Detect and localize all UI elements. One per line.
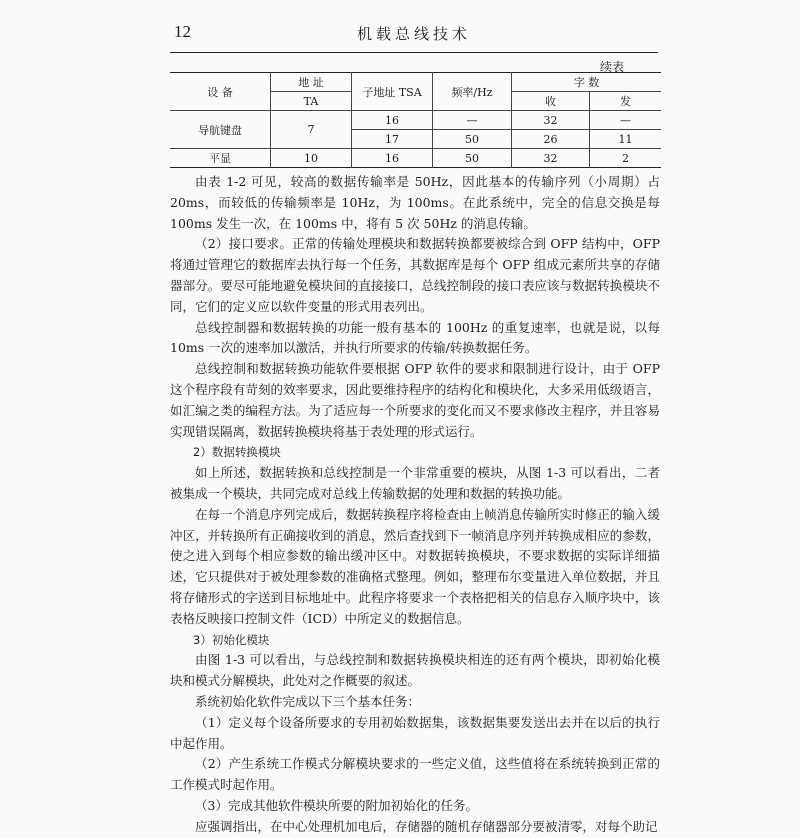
cell-freq: 50 bbox=[433, 149, 512, 168]
cell-ta: 7 bbox=[271, 111, 352, 149]
cell-tsa: 17 bbox=[352, 130, 433, 149]
header-word-count: 字 数 bbox=[512, 73, 662, 92]
cell-ta: 10 bbox=[271, 149, 352, 168]
paragraph: 如上所述，数据转换和总线控制是一个非常重要的模块，从图 1-3 可以看出，二者被集成一个模块，共同完成对总线上传输数据的处理和数据的转换功能。 bbox=[170, 465, 660, 501]
header-frequency: 频率/Hz bbox=[433, 73, 512, 111]
cell-tsa: 16 bbox=[352, 111, 433, 130]
header-subaddress: 子地址 TSA bbox=[352, 73, 433, 111]
header-address: 地 址 bbox=[271, 73, 352, 92]
paragraph: （2）产生系统工作模式分解模块要求的一些定义值，这些值将在系统转换到正常的工作模式时起作用。 bbox=[170, 756, 660, 793]
page-header bbox=[170, 16, 658, 53]
cell-recv: 32 bbox=[512, 149, 590, 168]
paragraph: （3）完成其他软件模块所要的附加初始化的任务。 bbox=[195, 797, 478, 813]
table-header-row bbox=[170, 73, 661, 92]
cell-freq: 50 bbox=[433, 130, 512, 149]
paragraph: 系统初始化软件完成以下三个基本任务： bbox=[195, 693, 421, 709]
cell-send: 11 bbox=[590, 130, 662, 149]
header-ta: TA bbox=[271, 92, 352, 111]
paragraph: 总线控制和数据转换功能软件要根据 OFP 软件的要求和限制进行设计，由于 OFP 这个程序段有苛刻的效率要求，因此要维持程序的结构化和模块化，大多采用低级语言，如汇编之类的编程方法。为了适应每一个所要求的变化而又不要求修改主程序，并且容易实现错误隔离，数据转换模块将基于表处理的形式运行。 bbox=[170, 361, 660, 439]
table-row bbox=[170, 149, 661, 168]
paragraph: （1）定义每个设备所要求的专用初始数据集，该数据集要发送出去并在以后的执行中起作用。 bbox=[170, 714, 660, 751]
table-continued-label: 续表 bbox=[600, 60, 625, 74]
cell-send: — bbox=[590, 111, 662, 130]
cell-tsa: 16 bbox=[352, 149, 433, 168]
page-number: 12 bbox=[174, 22, 191, 41]
paragraph: 由表 1-2 可见，较高的数据传输率是 50Hz，因此基本的传输序列（小周期）占 20ms，而较低的传输频率是 10Hz，为 100ms。在此系统中，完全的信息交换是每 100ms 发生一次，在 100ms 中，将有 5 次 50Hz 的消息传输。 bbox=[170, 174, 660, 231]
paragraph: 由图 1-3 可以看出，与总线控制和数据转换模块相连的还有两个模块，即初始化模块和模式分解模块，此处对之作概要的叙述。 bbox=[170, 652, 660, 689]
table-row bbox=[170, 111, 661, 130]
paragraph: 在每一个消息序列完成后，数据转换程序将检查由上帧消息传输所实时修正的输入缓冲区，并转换所有正确接收到的消息，然后查找到下一帧消息序列并转换成相应的参数，使之进入到每个相应参数的输出缓冲区中。对数据转换模块，不要求数据的实际详细描述，它只提供对于被处理参数的准确格式整理。例如，整理布尔变量进入单位数据，并且将存储形式的字送到目标地址中。此程序将要求一个表格把相关的信息存入顺序块中，该表格反映接口控制文件（ICD）中所定义的数据信息。 bbox=[170, 506, 660, 626]
header-receive: 收 bbox=[512, 92, 590, 111]
cell-recv: 26 bbox=[512, 130, 590, 149]
book-title: 机载总线技术 bbox=[356, 25, 471, 43]
header-send: 发 bbox=[590, 92, 662, 111]
cell-freq: — bbox=[433, 111, 512, 130]
paragraph: （2）接口要求。正常的传输处理模块和数据转换都要被综合到 OFP 结构中，OFP 将通过管理它的数据库去执行每一个任务，其数据库是每个 OFP 组成元素所共享的存储器部分。要尽可能地避免模块间的直接接口，总线控制段的接口表应该与数据转换模块不同，它们的定义应以软件变量的形式用表列出。 bbox=[170, 236, 660, 314]
paragraph: 应强调指出，在中心处理机加电后，存储器的随机存储器部分要被清零，对每个助记 bbox=[195, 818, 658, 834]
device-address-table bbox=[170, 72, 661, 168]
cell-device: 平显 bbox=[170, 149, 271, 168]
cell-device: 导航键盘 bbox=[170, 111, 271, 149]
cell-recv: 32 bbox=[512, 111, 590, 130]
paragraph: 总线控制器和数据转换的功能一般有基本的 100Hz 的重复速率，也就是说，以每 10ms 一次的速率加以激活，并执行所要求的传输/转换数据任务。 bbox=[170, 319, 660, 356]
section-heading: 3）初始化模块 bbox=[193, 632, 270, 647]
body-text bbox=[170, 172, 660, 838]
cell-send: 2 bbox=[590, 149, 662, 168]
section-heading: 2）数据转换模块 bbox=[193, 445, 281, 460]
header-device: 设 备 bbox=[170, 73, 271, 111]
